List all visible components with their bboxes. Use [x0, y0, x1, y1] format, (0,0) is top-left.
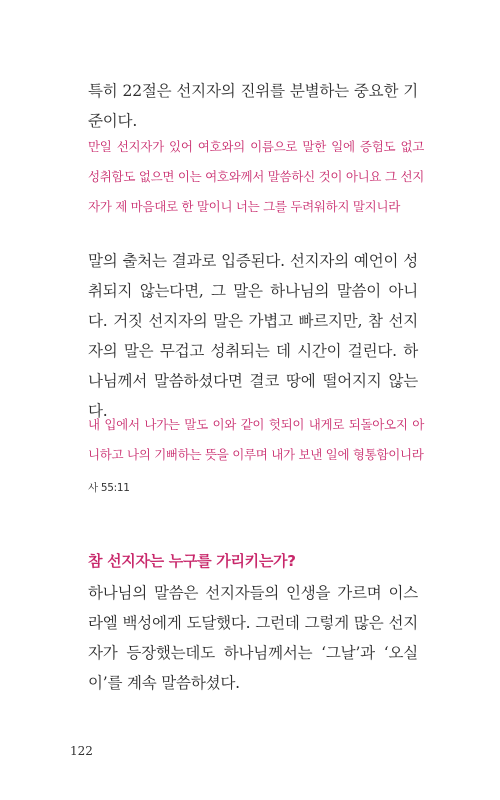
- paragraph-2: 말의 출처는 결과로 입증된다. 선지자의 예언이 성취되지 않는다면, 그 말은 하나님의 말씀이 아니다. 거짓 선지자의 말은 가볍고 빠르지만, 참 선지자의 말은 무겁고 성취되는 데 시간이 걸린다. 하나님께서 말씀하셨다면 결코 땅에 떨어지지 않는다.: [88, 252, 418, 420]
- paragraph-intro: 특히 22절은 선지자의 진위를 분별하는 중요한 기준이다.: [88, 82, 418, 130]
- paragraph-3: 하나님의 말씀은 선지자들의 인생을 가르며 이스라엘 백성에게 도달했다. 그런데 그렇게 많은 선지자가 등장했는데도 하나님께서는 ‘그날’과 ‘오실 이’를 계속 말씀하셨다.: [88, 584, 418, 692]
- page-number: 122: [70, 744, 93, 758]
- scripture-quote-1: 만일 선지자가 있어 여호와의 이름으로 말한 일에 증험도 없고 성취함도 없으면 이는 여호와께서 말씀하신 것이 아니요 그 선지자가 제 마음대로 한 말이니 너는 그를 두려워하지 말지니라: [88, 139, 424, 214]
- section-heading: 참 선지자는 누구를 가리키는가?: [88, 552, 296, 570]
- scripture-reference: 사 55:11: [88, 482, 130, 494]
- scripture-quote-2: 내 입에서 나가는 말도 이와 같이 헛되이 내게로 되돌아오지 아니하고 나의 기뻐하는 뜻을 이루며 내가 보낸 일에 형통함이니라: [88, 417, 424, 462]
